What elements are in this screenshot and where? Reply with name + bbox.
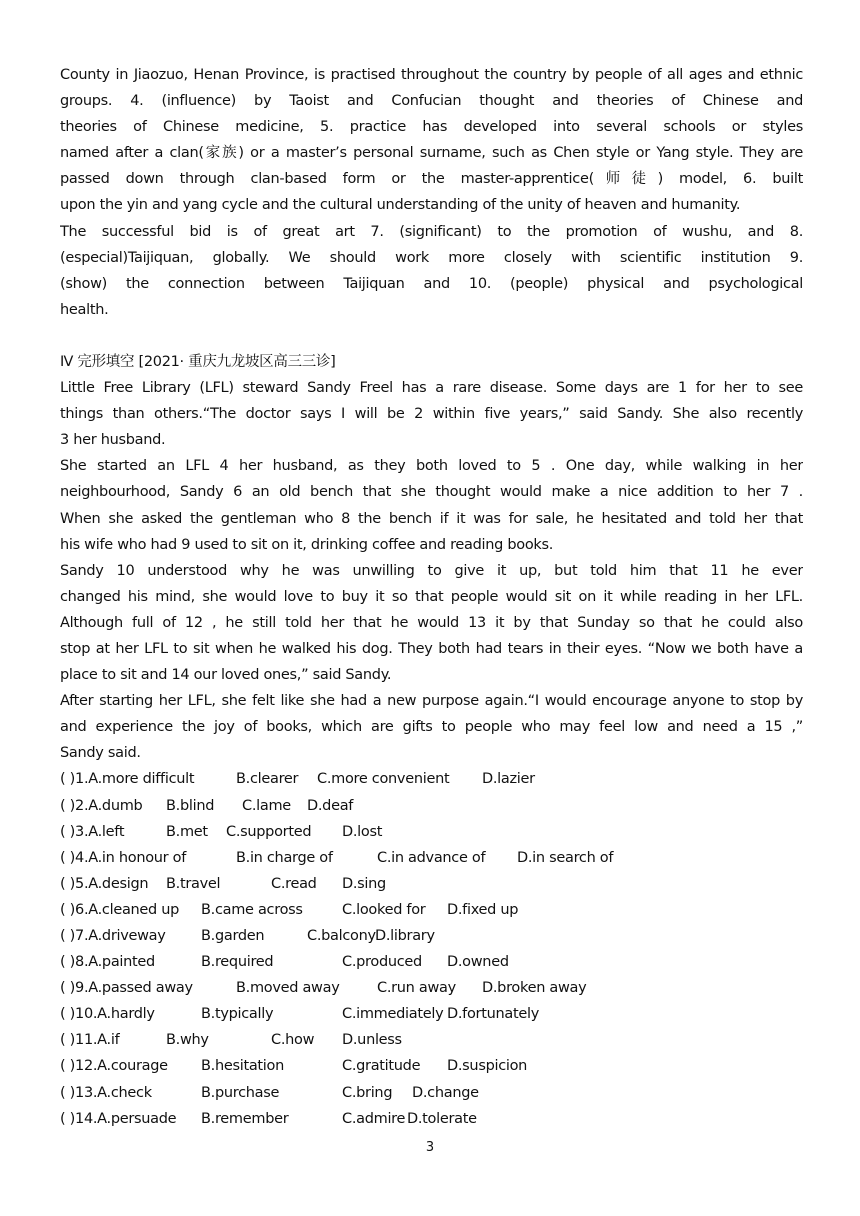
question-item	[60, 1001, 803, 1027]
question-number-option-a: ( )9.A.passed away	[60, 980, 193, 997]
passage-line: County in Jiaozuo, Henan Province, is practised throughout the country by people of all ages and ethnic	[60, 67, 803, 83]
option-c: C.balcony	[307, 928, 376, 944]
option-b: B.travel	[166, 875, 221, 892]
passage-paragraph	[60, 62, 803, 323]
cloze-line: stop at her LFL to sit when he walked his dog. They both had tears in their eyes. “Now we both have a	[60, 640, 803, 657]
option-c: C.admire	[342, 1110, 406, 1127]
question-item	[60, 975, 803, 1001]
question-item	[60, 766, 803, 792]
section-heading: Ⅳ 完形填空 [2021· 重庆九龙坡区高三三诊]	[60, 353, 336, 370]
option-c: C.lame	[242, 797, 291, 814]
question-number-option-a: ( )12.A.courage	[60, 1058, 168, 1075]
option-c: C.bring	[342, 1084, 393, 1101]
option-d: D.fortunately	[447, 1006, 539, 1023]
option-c: C.gratitude	[342, 1058, 421, 1075]
option-d: D.library	[375, 928, 435, 944]
option-d: D.fixed up	[447, 901, 519, 918]
option-b: B.hesitation	[201, 1058, 284, 1075]
option-b: B.purchase	[201, 1084, 280, 1101]
option-d: D.broken away	[482, 980, 587, 997]
cloze-line: things than others.“The doctor says I will be 2 within five years,” said Sandy. She also recently	[60, 406, 803, 423]
option-b: B.met	[166, 823, 208, 840]
question-number-option-a: ( )8.A.painted	[60, 954, 155, 971]
question-number-option-a: ( )1.A.more difficult	[60, 771, 195, 788]
cloze-line: Although full of 12 , he still told her that he would 13 it by that Sunday so that he could also	[60, 614, 803, 631]
option-b: B.clearer	[236, 771, 299, 788]
option-d: D.lost	[342, 823, 383, 840]
option-d: D.unless	[342, 1032, 402, 1049]
option-c: C.how	[271, 1032, 315, 1049]
spacer	[60, 323, 803, 349]
option-b: B.remember	[201, 1110, 289, 1127]
cloze-line: After starting her LFL, she felt like she had a new purpose again.“I would encourage anyone to stop by	[60, 693, 803, 710]
cloze-line: When she asked the gentleman who 8 the bench if it was for sale, he hesitated and told her that	[60, 510, 803, 527]
question-number-option-a: ( )5.A.design	[60, 875, 149, 892]
option-d: D.deaf	[307, 797, 354, 814]
option-c: C.produced	[342, 954, 422, 971]
cloze-line: 3 her husband.	[60, 432, 166, 449]
page-number: 3	[425, 1140, 435, 1155]
option-c: C.run away	[377, 980, 456, 997]
cloze-line: Sandy 10 understood why he was unwilling to give it up, but told him that 11 he ever	[60, 562, 803, 579]
question-number-option-a: ( )7.A.driveway	[60, 928, 166, 944]
passage-line: upon the yin and yang cycle and the cultural understanding of the unity of heaven and humanity.	[60, 197, 741, 214]
cloze-line: changed his mind, she would love to buy it so that people would sit on it while reading in her LFL.	[60, 588, 803, 605]
question-number-option-a: ( )14.A.persuade	[60, 1110, 177, 1127]
option-d: D.suspicion	[447, 1058, 528, 1075]
cloze-line: She started an LFL 4 her husband, as they both loved to 5 . One day, while walking in her	[60, 458, 803, 475]
question-list	[60, 766, 803, 1131]
passage-line: theories of Chinese medicine, 5. practice has developed into several schools or styles	[60, 119, 803, 136]
passage-line: (show) the connection between Taijiquan and 10. (people) physical and psychological	[60, 275, 803, 292]
option-c: C.supported	[226, 823, 312, 840]
option-b: B.in charge of	[236, 849, 333, 866]
option-b: B.typically	[201, 1006, 274, 1023]
passage-line: (especial)Taijiquan, globally. We should work more closely with scientific institution 9.	[60, 249, 803, 266]
cloze-passage	[60, 375, 803, 766]
question-item	[60, 897, 803, 923]
question-item	[60, 923, 803, 949]
question-number-option-a: ( )6.A.cleaned up	[60, 901, 180, 918]
question-item	[60, 1080, 803, 1106]
passage-line: groups. 4. (influence) by Taoist and Confucian thought and theories of Chinese and	[60, 93, 803, 110]
question-item	[60, 1053, 803, 1079]
question-number-option-a: ( )4.A.in honour of	[60, 849, 187, 866]
cloze-line: and experience the joy of books, which are gifts to people who may feel low and need a 15 ,”	[60, 719, 803, 736]
question-item	[60, 819, 803, 845]
cloze-line: Little Free Library (LFL) steward Sandy Freel has a rare disease. Some days are 1 for her to see	[60, 380, 803, 397]
question-number-option-a: ( )13.A.check	[60, 1084, 152, 1101]
question-number-option-a: ( )11.A.if	[60, 1032, 120, 1049]
question-item	[60, 871, 803, 897]
option-c: C.immediately	[342, 1006, 444, 1023]
option-b: B.came across	[201, 901, 303, 918]
option-c: C.more convenient	[317, 771, 450, 788]
option-d: D.lazier	[482, 771, 535, 788]
question-item	[60, 949, 803, 975]
option-c: C.looked for	[342, 901, 426, 918]
option-d: D.change	[412, 1084, 479, 1101]
passage-line: health.	[60, 301, 109, 318]
option-c: C.read	[271, 875, 317, 892]
passage-line: The successful bid is of great art 7. (significant) to the promotion of wushu, and 8.	[60, 223, 803, 240]
option-b: B.garden	[201, 928, 265, 944]
option-d: D.sing	[342, 875, 386, 892]
cloze-line: place to sit and 14 our loved ones,” said Sandy.	[60, 667, 392, 684]
option-b: B.required	[201, 954, 274, 971]
question-item	[60, 845, 803, 871]
option-d: D.owned	[447, 954, 509, 971]
question-item	[60, 793, 803, 819]
question-number-option-a: ( )2.A.dumb	[60, 797, 143, 814]
question-number-option-a: ( )3.A.left	[60, 823, 125, 840]
question-number-option-a: ( )10.A.hardly	[60, 1006, 155, 1023]
cloze-line: his wife who had 9 used to sit on it, drinking coffee and reading books.	[60, 536, 554, 553]
cloze-line: neighbourhood, Sandy 6 an old bench that she thought would make a nice addition to her 7 .	[60, 484, 803, 501]
option-b: B.blind	[166, 797, 215, 814]
passage-line: passed down through clan-based form or the master-apprentice(师徒) model, 6. built	[60, 171, 803, 188]
option-b: B.moved away	[236, 980, 340, 997]
option-c: C.in advance of	[377, 849, 486, 866]
question-item	[60, 1027, 803, 1053]
question-item	[60, 1106, 803, 1132]
passage-line: named after a clan(家族) or a master’s personal surname, such as Chen style or Yang style. They are	[60, 145, 803, 162]
option-b: B.why	[166, 1032, 209, 1049]
option-d: D.tolerate	[407, 1110, 477, 1127]
cloze-line: Sandy said.	[60, 745, 141, 762]
document-content	[60, 62, 803, 1132]
option-d: D.in search of	[517, 849, 614, 866]
